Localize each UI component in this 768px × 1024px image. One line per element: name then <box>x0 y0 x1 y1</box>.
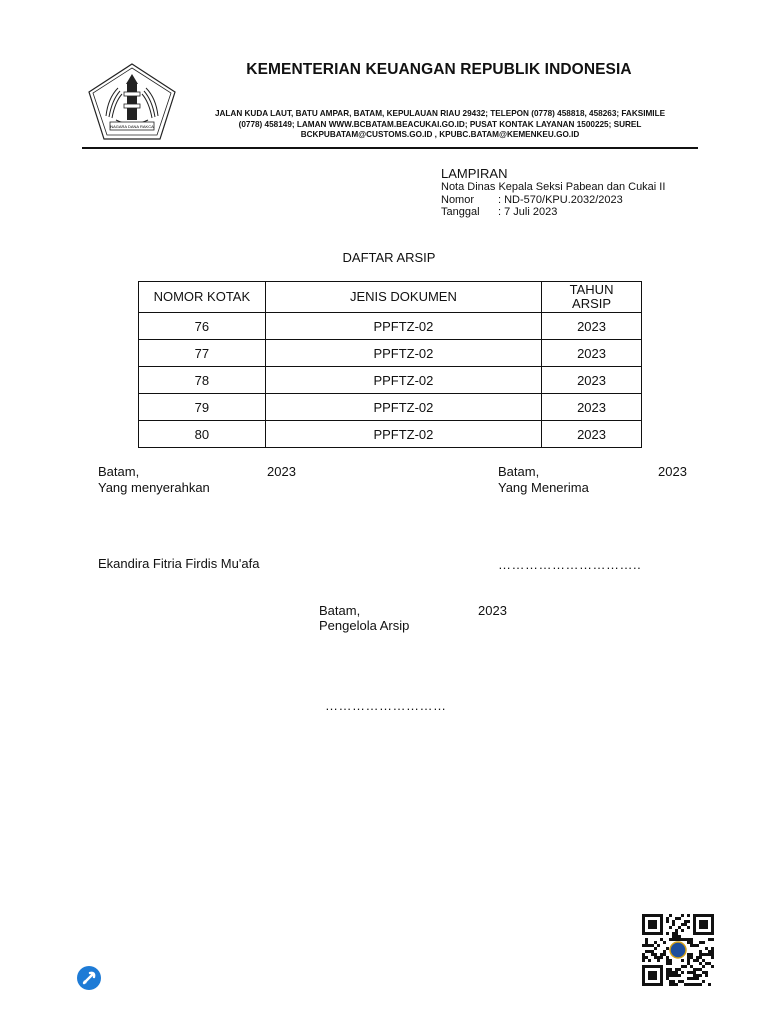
cell-jenis-dokumen: PPFTZ-02 <box>265 340 541 367</box>
sig-right-place: Batam, <box>498 464 540 479</box>
cell-nomor-kotak: 79 <box>139 394 266 421</box>
cell-nomor-kotak: 78 <box>139 367 266 394</box>
sig-left-place: Batam, <box>98 464 140 479</box>
cell-jenis-dokumen: PPFTZ-02 <box>265 367 541 394</box>
table-row <box>139 340 642 367</box>
tanggal-label: Tanggal <box>441 206 480 218</box>
table-row <box>139 421 642 448</box>
archive-table <box>138 281 642 448</box>
lampiran-nomor <box>441 194 623 207</box>
table-header-row <box>139 282 642 313</box>
cell-nomor-kotak: 77 <box>139 340 266 367</box>
cell-tahun-arsip: 2023 <box>542 313 642 340</box>
header-nomor-kotak: NOMOR KOTAK <box>139 282 266 313</box>
header-tahun-arsip: TAHUN ARSIP <box>542 282 642 313</box>
header-divider <box>82 147 698 149</box>
sig-right-name: ………………………….. <box>498 557 642 572</box>
header-jenis-dokumen: JENIS DOKUMEN <box>265 282 541 313</box>
scribd-logo-icon[interactable] <box>77 966 101 990</box>
table-row <box>139 367 642 394</box>
lampiran-tanggal <box>441 206 557 219</box>
address-line: JALAN KUDA LAUT, BATU AMPAR, BATAM, KEPULAUAN RIAU 29432; TELEPON (0778) 458818, 458263; FAKSIMILE <box>214 109 666 118</box>
sig-right-year: 2023 <box>658 464 687 479</box>
address-block <box>192 109 688 141</box>
cell-tahun-arsip: 2023 <box>542 367 642 394</box>
table-row <box>139 394 642 421</box>
table-row <box>139 313 642 340</box>
sig-middle-place: Batam, <box>319 603 361 618</box>
cell-jenis-dokumen: PPFTZ-02 <box>265 421 541 448</box>
document-title: DAFTAR ARSIP <box>342 250 436 265</box>
cell-jenis-dokumen: PPFTZ-02 <box>265 313 541 340</box>
lampiran-title: LAMPIRAN <box>441 166 508 181</box>
tanggal-value: : 7 Juli 2023 <box>498 206 558 218</box>
sig-left-year: 2023 <box>267 464 296 479</box>
address-line: BCKPUBATAM@CUSTOMS.GO.ID , KPUBC.BATAM@KEMENKEU.GO.ID <box>300 130 580 139</box>
lampiran-nota: Nota Dinas Kepala Seksi Pabean dan Cukai II <box>441 181 666 193</box>
address-line: (0778) 458149; LAMAN WWW.BCBATAM.BEACUKAI.GO.ID; PUSAT KONTAK LAYANAN 1500225; SUREL <box>238 119 642 129</box>
cell-nomor-kotak: 76 <box>139 313 266 340</box>
cell-tahun-arsip: 2023 <box>542 394 642 421</box>
sig-middle-role: Pengelola Arsip <box>319 618 410 633</box>
kemenkeu-emblem-icon <box>86 62 178 142</box>
sig-left-name: Ekandira Fitria Firdis Mu'afa <box>98 556 260 571</box>
sig-middle-year: 2023 <box>478 603 507 618</box>
sig-middle-name: ……………………… <box>325 698 447 713</box>
cell-jenis-dokumen: PPFTZ-02 <box>265 394 541 421</box>
cell-nomor-kotak: 80 <box>139 421 266 448</box>
nomor-label: Nomor <box>441 194 475 206</box>
cell-tahun-arsip: 2023 <box>542 340 642 367</box>
qr-code-icon <box>642 914 714 986</box>
logo-text: NAGARA DANA RAKCA <box>110 124 154 129</box>
ministry-title: KEMENTERIAN KEUANGAN REPUBLIK INDONESIA <box>246 61 632 78</box>
cell-tahun-arsip: 2023 <box>542 421 642 448</box>
sig-right-role: Yang Menerima <box>498 480 589 495</box>
sig-left-role: Yang menyerahkan <box>98 480 210 495</box>
nomor-value: : ND-570/KPU.2032/2023 <box>498 194 623 206</box>
